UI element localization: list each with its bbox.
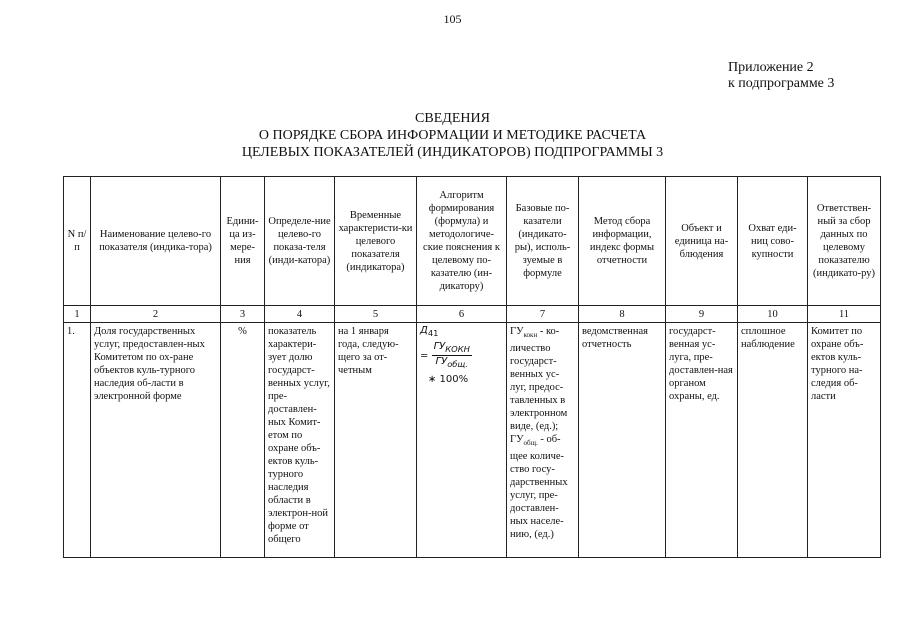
title-line-3: ЦЕЛЕВЫХ ПОКАЗАТЕЛЕЙ (ИНДИКАТОРОВ) ПОДПРОГРАММЫ 3 <box>241 145 664 160</box>
header-cell: Едини-ца из-мере-ния <box>221 177 265 306</box>
formula-multiplier: ∗ 100% <box>428 374 469 385</box>
document-title <box>0 110 905 161</box>
header-cell: Ответствен-ный за сбор данных по целевому показателю (индикато-ру) <box>808 177 881 306</box>
observation-object-cell: государст-венная ус-луга, пре-доставлен-ная органом охраны, ед. <box>666 323 738 558</box>
appendix-line-1: Приложение 2 <box>728 60 814 75</box>
collection-method-cell: ведомственная отчетность <box>579 323 666 558</box>
header-cell: Наименование целево-го показателя (индика-тора) <box>91 177 221 306</box>
base-indicators-cell <box>507 323 579 558</box>
base-indicator-1-symbol: ГУ <box>510 326 524 337</box>
formula <box>420 325 503 386</box>
formula-numerator <box>432 341 472 356</box>
responsible-cell: Комитет по охране объ-ектов куль-турного на-следия об-ласти <box>808 323 881 558</box>
header-cell: Временные характеристи-ки целевого показателя (индикатора) <box>335 177 417 306</box>
formula-equals: = <box>420 350 429 362</box>
indicator-name: Доля государственных услуг, предоставлен-ных Комитетом по ох-ране объектов куль-турного наследия об-ласти в электронной форме <box>91 323 221 558</box>
column-number: 7 <box>507 306 579 323</box>
header-cell: Определе-ние целево-го показа-теля (инди-катора) <box>265 177 335 306</box>
time-characteristics-cell: на 1 января года, следую-щего за от-четным <box>335 323 417 558</box>
column-number-row <box>64 306 881 323</box>
column-number: 3 <box>221 306 265 323</box>
base-indicator-2-subscript: общ. <box>523 439 538 448</box>
base-indicator-1-text: - ко-личество государст-венных ус-луг, предос-тавленных в электронном виде, (ед.); <box>510 326 568 433</box>
denominator-symbol: ГУ <box>435 356 448 367</box>
column-number: 10 <box>738 306 808 323</box>
table-header-row <box>64 177 881 306</box>
header-cell: Базовые по-казатели (индикато-ры), исполь-зуемые в формуле <box>507 177 579 306</box>
numerator-subscript: КОКН <box>445 344 470 354</box>
base-indicator-2-symbol: ГУ <box>510 434 524 446</box>
header-cell: Алгоритм формирования (формула) и методологиче-ские пояснения к целевому по-казателю (ин-дикатору) <box>417 177 507 306</box>
appendix-line-2: к подпрограмме 3 <box>728 76 835 91</box>
numerator-symbol: ГУ <box>433 341 446 352</box>
header-cell: Охват еди-ниц сово-купности <box>738 177 808 306</box>
base-indicator-1-subscript: кокн <box>523 331 538 340</box>
page-number: 105 <box>443 12 462 26</box>
column-number: 6 <box>417 306 507 323</box>
table-row <box>64 323 881 558</box>
header-cell: Метод сбора информации, индекс формы отчетности <box>579 177 666 306</box>
header-cell: Объект и единица на-блюдения <box>666 177 738 306</box>
title-line-1: СВЕДЕНИЯ <box>415 111 490 126</box>
header-cell: N п/п <box>64 177 91 306</box>
formula-denominator <box>432 356 472 370</box>
formula-lhs-subscript: 41 <box>427 328 439 338</box>
column-number: 8 <box>579 306 666 323</box>
column-number: 1 <box>64 306 91 323</box>
unit-cell: % <box>221 323 265 558</box>
formula-fraction <box>432 341 472 370</box>
row-number: 1. <box>64 323 91 558</box>
column-number: 5 <box>335 306 417 323</box>
formula-lhs: Д <box>420 325 428 336</box>
column-number: 9 <box>666 306 738 323</box>
formula-cell <box>417 323 507 558</box>
column-number: 2 <box>91 306 221 323</box>
coverage-cell: сплошное наблюдение <box>738 323 808 558</box>
base-indicator-2-text: - об-щее количе-ство госу-дарственных услуг, пре-доставлен-ных населе-нию, (ед.) <box>510 434 568 541</box>
indicators-table <box>63 176 881 558</box>
title-line-2: О ПОРЯДКЕ СБОРА ИНФОРМАЦИИ И МЕТОДИКЕ РАСЧЕТА <box>258 128 647 143</box>
denominator-subscript: общ. <box>447 359 468 369</box>
definition-cell: показатель характери-зует долю государст-венных услуг, пре-доставлен-ных Комит-етом по охране объ-ектов куль-турного наследия области в электрон-ной форме от общего <box>265 323 335 558</box>
column-number: 4 <box>265 306 335 323</box>
appendix-note <box>728 60 834 92</box>
column-number: 11 <box>808 306 881 323</box>
